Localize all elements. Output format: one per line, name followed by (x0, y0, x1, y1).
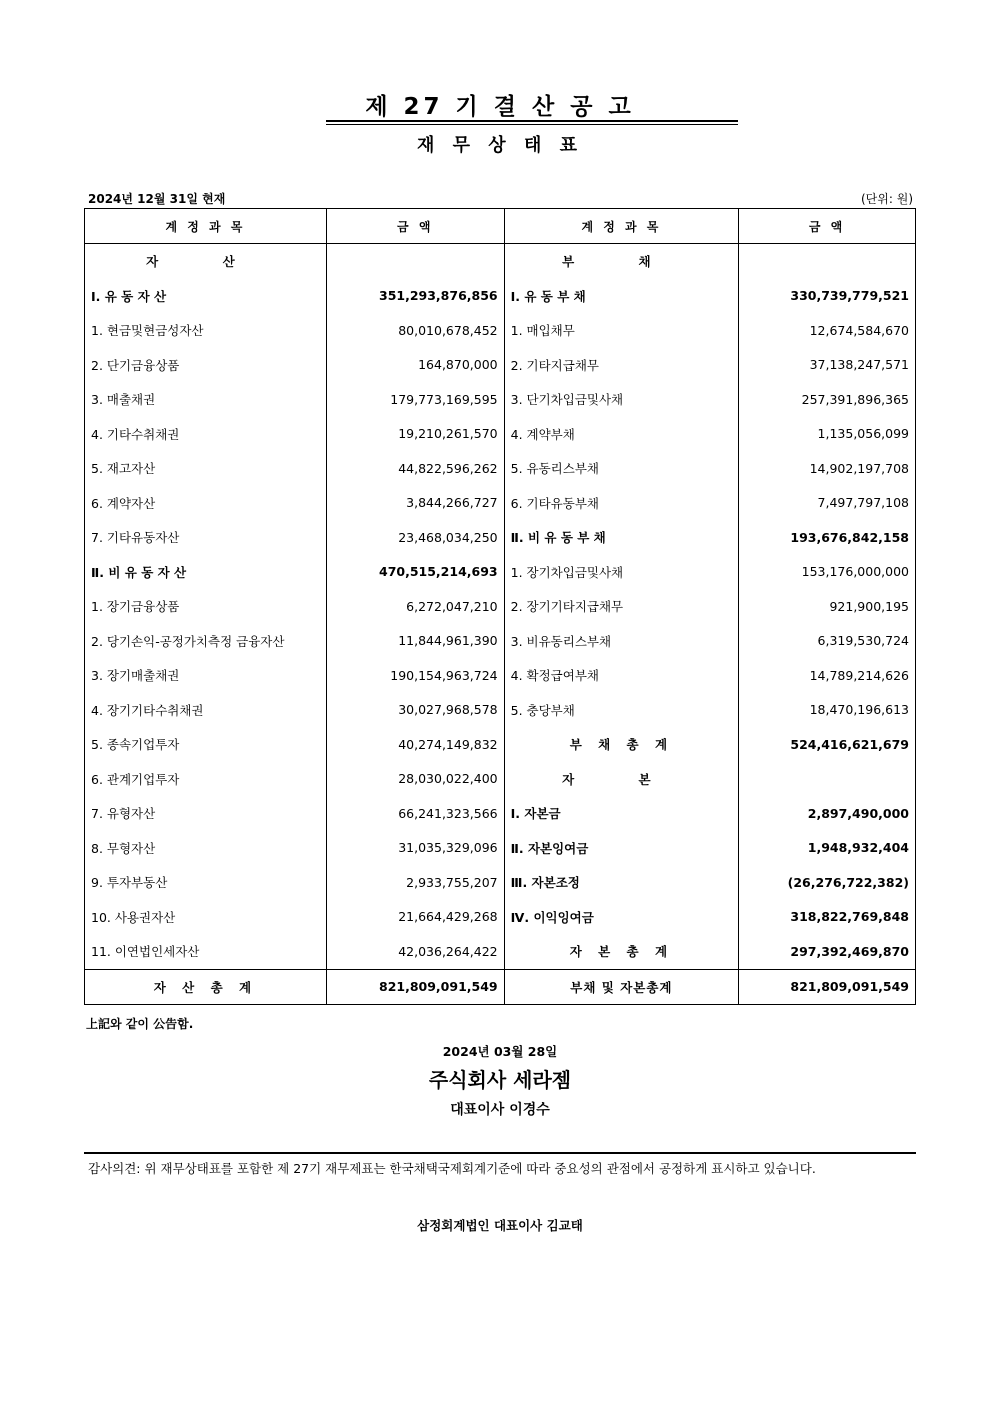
right-amount-cell: 14,902,197,708 (739, 451, 916, 486)
left-amount-cell: 30,027,968,578 (326, 693, 504, 728)
left-amount-cell: 6,272,047,210 (326, 589, 504, 624)
right-account-cell: 5. 충당부채 (504, 693, 739, 728)
left-account-cell: Ⅱ. 비 유 동 자 산 (85, 555, 327, 590)
left-amount-cell: 23,468,034,250 (326, 520, 504, 555)
right-amount-cell: 12,674,584,670 (739, 313, 916, 348)
table-row (85, 693, 916, 728)
left-account-cell: 4. 기타수취채권 (85, 417, 327, 452)
right-account-cell: 2. 기타지급채무 (504, 348, 739, 383)
left-account-cell: 8. 무형자산 (85, 831, 327, 866)
left-account-cell: Ⅰ. 유 동 자 산 (85, 279, 327, 314)
right-amount-cell: 153,176,000,000 (739, 555, 916, 590)
right-account-cell: Ⅱ. 자본잉여금 (504, 831, 739, 866)
table-row (85, 417, 916, 452)
publication-date: 2024년 03월 28일 (442, 1044, 558, 1059)
right-amount-cell: 318,822,769,848 (739, 900, 916, 935)
title-underline-thin (326, 124, 738, 125)
table-row (85, 348, 916, 383)
table-row (85, 244, 916, 279)
right-account-cell: 4. 계약부채 (504, 417, 739, 452)
right-account-cell: 3. 단기차입금및사채 (504, 382, 739, 417)
total-assets-label: 자 산 총 계 (85, 969, 327, 1005)
table-row (85, 727, 916, 762)
left-account-cell: 10. 사용권자산 (85, 900, 327, 935)
right-account-cell: Ⅳ. 이익잉여금 (504, 900, 739, 935)
right-account-cell: 2. 장기기타지급채무 (504, 589, 739, 624)
left-account-cell: 3. 장기매출채권 (85, 658, 327, 693)
col-header-amount-left: 금 액 (326, 209, 504, 244)
right-amount-cell: 193,676,842,158 (739, 520, 916, 555)
right-amount-cell (739, 244, 916, 279)
company-name: 주식회사 세라젬 (428, 1068, 572, 1092)
col-header-account-left: 계 정 과 목 (85, 209, 327, 244)
left-amount-cell: 179,773,169,595 (326, 382, 504, 417)
right-account-cell: 1. 매입채무 (504, 313, 739, 348)
page-subtitle: 재 무 상 태 표 (416, 135, 583, 156)
right-amount-cell: 37,138,247,571 (739, 348, 916, 383)
table-row (85, 762, 916, 797)
left-amount-cell: 2,933,755,207 (326, 865, 504, 900)
right-account-cell: Ⅲ. 자본조정 (504, 865, 739, 900)
left-account-cell: 7. 유형자산 (85, 796, 327, 831)
left-account-cell: 1. 장기금융상품 (85, 589, 327, 624)
right-account-cell: 5. 유동리스부채 (504, 451, 739, 486)
right-amount-cell: 921,900,195 (739, 589, 916, 624)
table-row (85, 658, 916, 693)
left-account-cell: 7. 기타유동자산 (85, 520, 327, 555)
table-row (85, 796, 916, 831)
left-account-cell: 6. 관계기업투자 (85, 762, 327, 797)
left-account-cell: 자 산 (85, 244, 327, 279)
right-account-cell: 자 본 총 계 (504, 934, 739, 969)
right-account-cell: 부 채 (504, 244, 739, 279)
left-amount-cell: 40,274,149,832 (326, 727, 504, 762)
table-row (85, 382, 916, 417)
left-amount-cell: 44,822,596,262 (326, 451, 504, 486)
right-amount-cell: 257,391,896,365 (739, 382, 916, 417)
audit-opinion: 감사의견: 위 재무상태표를 포함한 제 27기 재무제표는 한국채택국제회계기준에 따라 중요성의 관점에서 공정하게 표시하고 있습니다. (88, 1161, 816, 1176)
table-row (85, 934, 916, 969)
right-amount-cell: 297,392,469,870 (739, 934, 916, 969)
col-header-account-right: 계 정 과 목 (504, 209, 739, 244)
public-notice-text: 上記와 같이 公告함. (86, 1017, 194, 1031)
right-amount-cell: 18,470,196,613 (739, 693, 916, 728)
left-amount-cell: 164,870,000 (326, 348, 504, 383)
left-amount-cell: 3,844,266,727 (326, 486, 504, 521)
left-amount-cell: 19,210,261,570 (326, 417, 504, 452)
left-amount-cell: 42,036,264,422 (326, 934, 504, 969)
title-underline (326, 120, 738, 122)
left-account-cell: 11. 이연법인세자산 (85, 934, 327, 969)
left-account-cell: 6. 계약자산 (85, 486, 327, 521)
right-account-cell: Ⅱ. 비 유 동 부 채 (504, 520, 739, 555)
left-amount-cell: 470,515,214,693 (326, 555, 504, 590)
total-liab-equity-value: 821,809,091,549 (739, 969, 916, 1005)
table-row (85, 313, 916, 348)
table-row (85, 624, 916, 659)
right-account-cell: 1. 장기차입금및사채 (504, 555, 739, 590)
left-account-cell: 5. 종속기업투자 (85, 727, 327, 762)
footer-divider (84, 1152, 916, 1154)
unit-label: (단위: 원) (861, 192, 913, 206)
right-amount-cell: 14,789,214,626 (739, 658, 916, 693)
left-account-cell: 2. 단기금융상품 (85, 348, 327, 383)
table-header-row (85, 209, 916, 244)
right-amount-cell: 6,319,530,724 (739, 624, 916, 659)
left-amount-cell: 31,035,329,096 (326, 831, 504, 866)
left-amount-cell: 351,293,876,856 (326, 279, 504, 314)
right-account-cell: 자 본 (504, 762, 739, 797)
right-amount-cell: (26,276,722,382) (739, 865, 916, 900)
right-amount-cell: 7,497,797,108 (739, 486, 916, 521)
left-account-cell: 2. 당기손익-공정가치측정 금융자산 (85, 624, 327, 659)
table-row (85, 589, 916, 624)
right-amount-cell: 524,416,621,679 (739, 727, 916, 762)
left-account-cell: 3. 매출채권 (85, 382, 327, 417)
right-amount-cell: 1,135,056,099 (739, 417, 916, 452)
auditor-signature: 삼정회계법인 대표이사 김교태 (417, 1218, 583, 1233)
table-row (85, 865, 916, 900)
balance-sheet-table (84, 208, 916, 1005)
right-amount-cell: 1,948,932,404 (739, 831, 916, 866)
page-title: 제 27 기 결 산 공 고 (365, 94, 635, 120)
total-liab-equity-label: 부채 및 자본총계 (504, 969, 739, 1005)
left-amount-cell: 66,241,323,566 (326, 796, 504, 831)
table-row (85, 831, 916, 866)
right-account-cell: 4. 확정급여부채 (504, 658, 739, 693)
table-row (85, 486, 916, 521)
table-row (85, 520, 916, 555)
report-date: 2024년 12월 31일 현재 (88, 192, 226, 206)
left-amount-cell: 190,154,963,724 (326, 658, 504, 693)
table-row (85, 279, 916, 314)
table-row (85, 451, 916, 486)
left-account-cell: 4. 장기기타수취채권 (85, 693, 327, 728)
table-body (85, 244, 916, 970)
left-amount-cell: 80,010,678,452 (326, 313, 504, 348)
left-account-cell: 9. 투자부동산 (85, 865, 327, 900)
right-account-cell: Ⅰ. 유 동 부 채 (504, 279, 739, 314)
right-account-cell: 부 채 총 계 (504, 727, 739, 762)
right-amount-cell: 2,897,490,000 (739, 796, 916, 831)
ceo-name: 대표이사 이경수 (450, 1102, 550, 1118)
left-account-cell: 5. 재고자산 (85, 451, 327, 486)
table-row (85, 555, 916, 590)
right-account-cell: 3. 비유동리스부채 (504, 624, 739, 659)
left-account-cell: 1. 현금및현금성자산 (85, 313, 327, 348)
right-amount-cell (739, 762, 916, 797)
right-amount-cell: 330,739,779,521 (739, 279, 916, 314)
right-account-cell: 6. 기타유동부채 (504, 486, 739, 521)
right-account-cell: Ⅰ. 자본금 (504, 796, 739, 831)
left-amount-cell: 21,664,429,268 (326, 900, 504, 935)
total-assets-value: 821,809,091,549 (326, 969, 504, 1005)
left-amount-cell (326, 244, 504, 279)
table-total-row (85, 969, 916, 1005)
table-row (85, 900, 916, 935)
col-header-amount-right: 금 액 (739, 209, 916, 244)
left-amount-cell: 11,844,961,390 (326, 624, 504, 659)
left-amount-cell: 28,030,022,400 (326, 762, 504, 797)
